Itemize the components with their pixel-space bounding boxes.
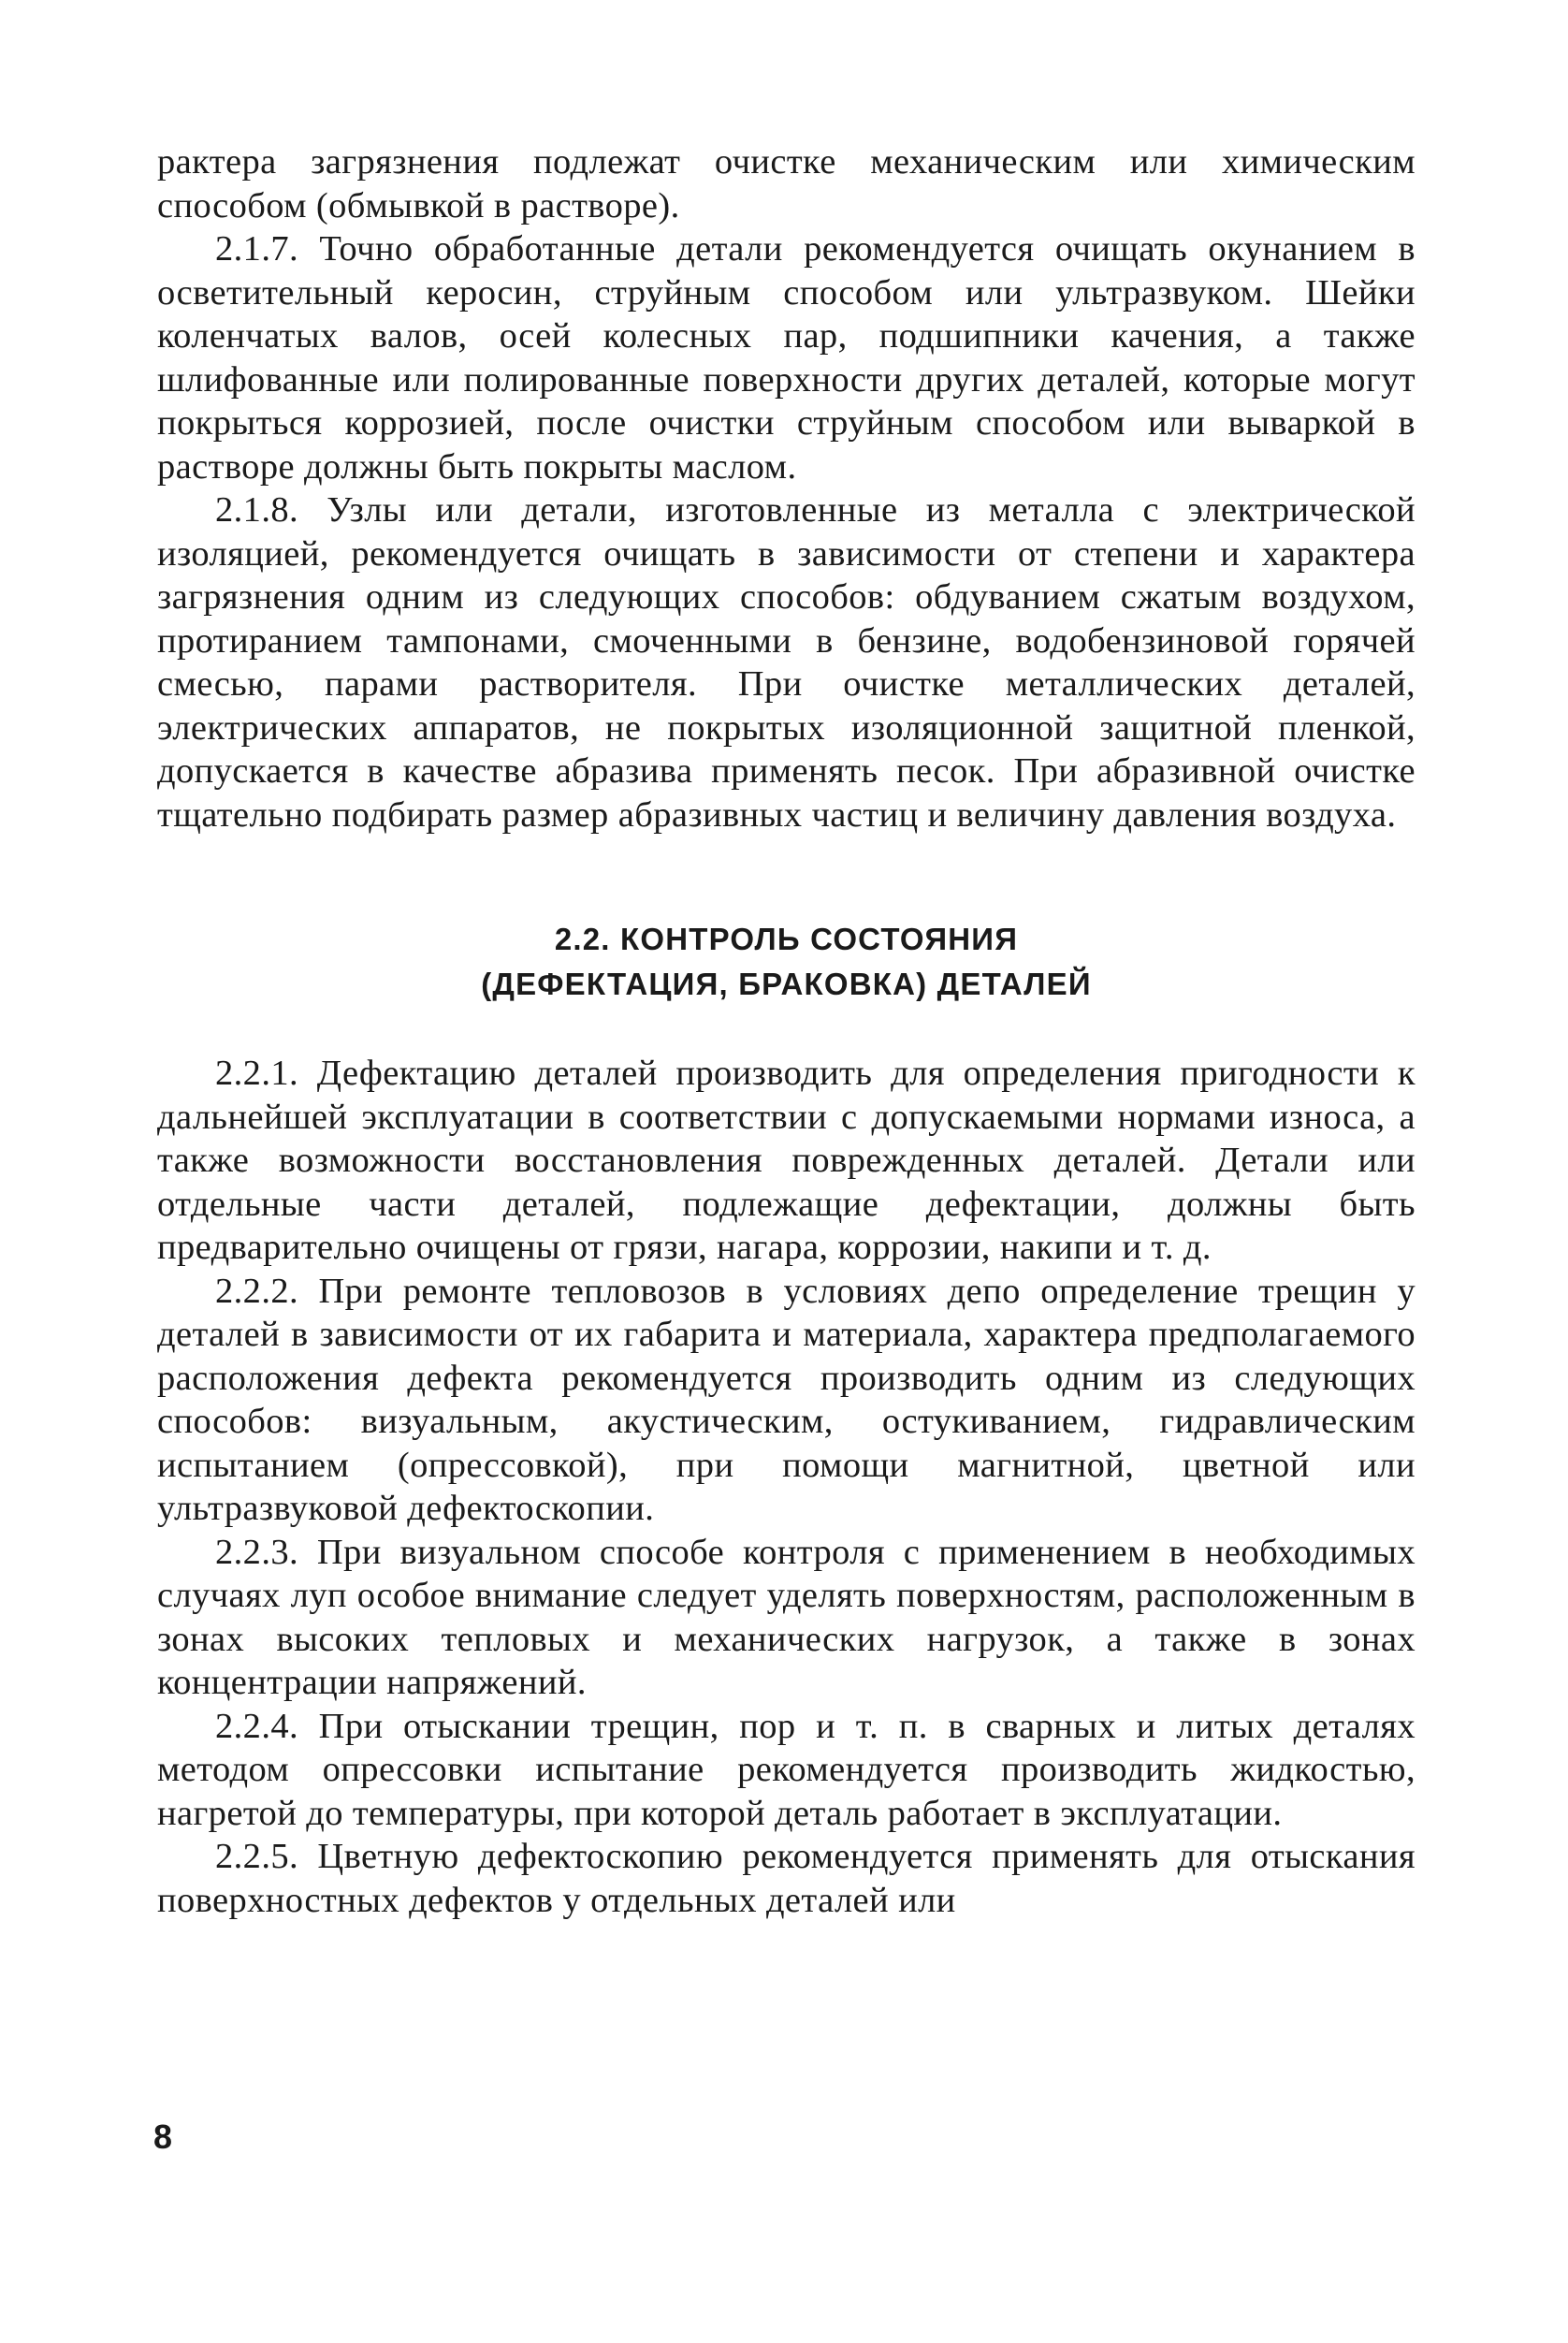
paragraph-2-2-1: 2.2.1. Дефектацию деталей производить для определения пригодности к дальнейшей эксплуатации в соответствии с допускаемыми нормами износа, а также возможности восстановления поврежденных деталей. Детали или отдельные части деталей, подлежащие дефектации, должны быть предварительно очищены от грязи, нагара, коррозии, накипи и т. д.	[157, 1054, 1416, 1267]
section-heading	[157, 917, 1416, 1007]
paragraph-2-1-8: 2.1.8. Узлы или детали, изготовленные из металла с электрической изоляцией, рекомендуется очищать в зависимости от степени и характера загрязнения одним из следующих способов: обдуванием сжатым воздухом, протиранием тампонами, смоченными в бензине, водобензиновой горячей смесью, парами растворителя. При очистке металлических деталей, электрических аппаратов, не покрытых изоляционной защитной пленкой, допускается в качестве абразива применять песок. При абразивной очистке тщательно подбирать размер абразивных частиц и величину давления воздуха.	[157, 490, 1416, 835]
paragraph-2-1-7: 2.1.7. Точно обработанные детали рекомендуется очищать окунанием в осветительный керосин, струйным способом или ультразвуком. Шейки коленчатых валов, осей колесных пар, подшипники качения, а также шлифованные или полированные поверхности других деталей, которые могут покрыться коррозией, после очистки струйным способом или вываркой в растворе должны быть покрыты маслом.	[157, 229, 1416, 487]
page-number: 8	[153, 2117, 173, 2156]
section-heading-line-2: (ДЕФЕКТАЦИЯ, БРАКОВКА) ДЕТАЛЕЙ	[481, 967, 1092, 1001]
paragraph-2-2-5: 2.2.5. Цветную дефектоскопию рекомендуется применять для отыскания поверхностных дефектов у отдельных деталей или	[157, 1837, 1416, 1920]
section-heading-line-1: 2.2. КОНТРОЛЬ СОСТОЯНИЯ	[554, 922, 1019, 956]
paragraph-2-2-2: 2.2.2. При ремонте тепловозов в условиях депо определение трещин у деталей в зависимости от их габарита и материала, характера предполагаемого расположения дефекта рекомендуется производить одним из следующих способов: визуальным, акустическим, остукиванием, гидравлическим испытанием (опрессовкой), при помощи магнитной, цветной или ультразвуковой дефектоскопии.	[157, 1271, 1416, 1528]
document-page	[157, 140, 1416, 1922]
paragraph-2-2-3: 2.2.3. При визуальном способе контроля с применением в необходимых случаях луп особое внимание следует уделять поверхностям, расположенным в зонах высоких тепловых и механических нагрузок, а также в зонах концентрации напряжений.	[157, 1532, 1416, 1702]
paragraph-2-2-4: 2.2.4. При отыскании трещин, пор и т. п. в сварных и литых деталях методом опрессовки испытание рекомендуется производить жидкостью, нагретой до температуры, при которой деталь работает в эксплуатации.	[157, 1706, 1416, 1833]
paragraph-continued: рактера загрязнения подлежат очистке механическим или химическим способом (обмывкой в растворе).	[157, 142, 1416, 226]
